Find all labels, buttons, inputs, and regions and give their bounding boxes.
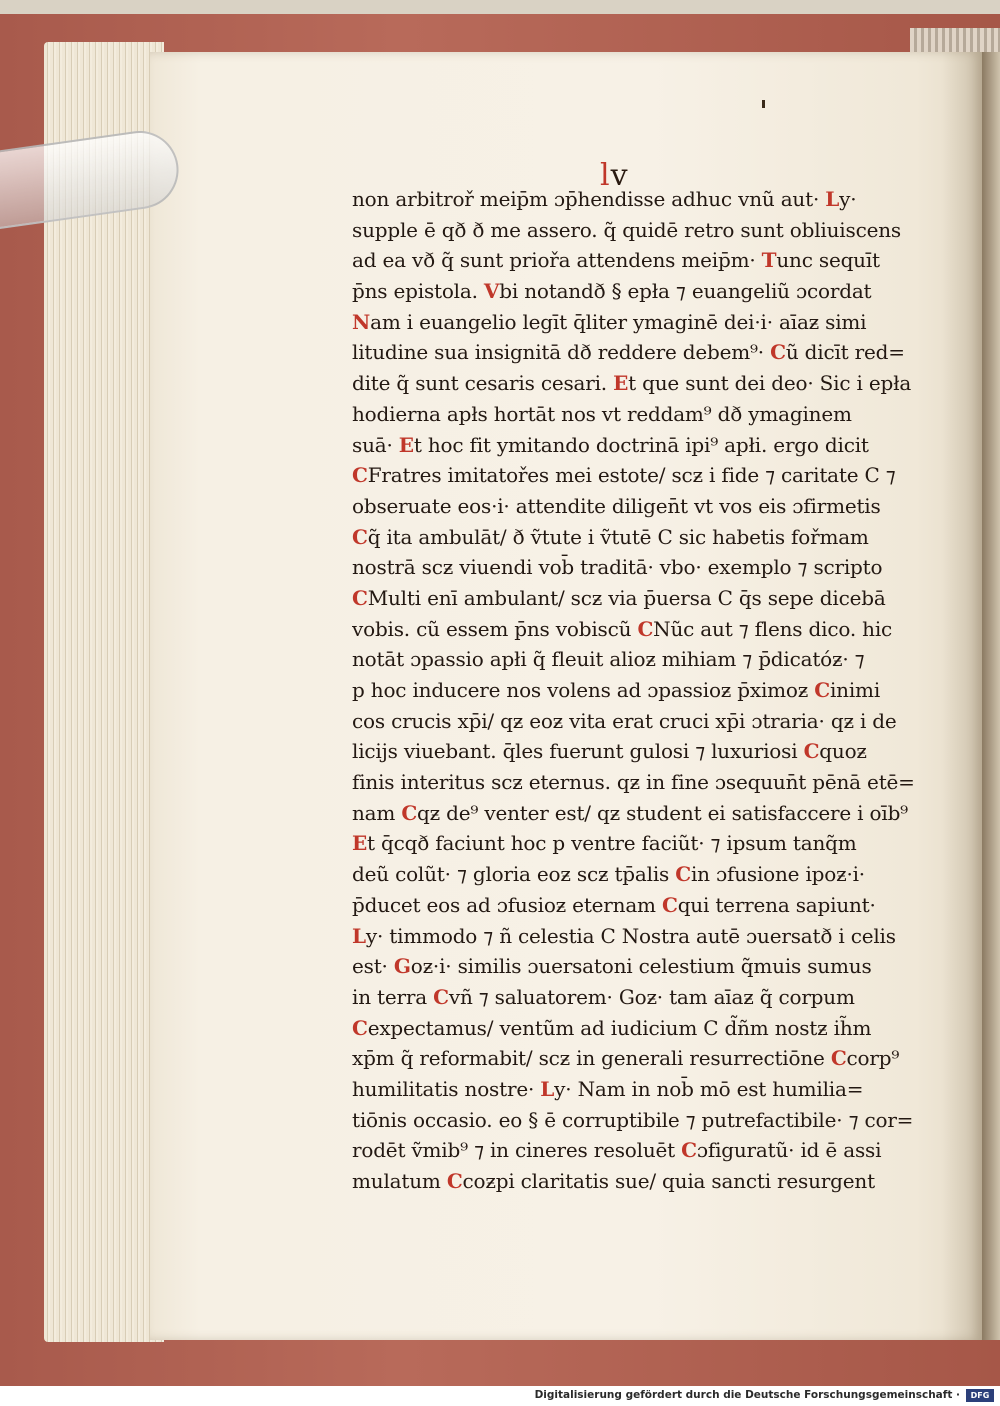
- line-text: qui terrena sapiunt·: [677, 892, 876, 917]
- rubricated-initial: N: [352, 309, 371, 334]
- rubricated-initial: C: [352, 463, 368, 488]
- rubricated-initial: C: [352, 524, 368, 549]
- text-line: [352, 460, 932, 491]
- rubricated-initial: C: [661, 892, 678, 917]
- line-text: deũ colũt· ⁊ gloria eoƶ scƶ tp̄alis: [352, 862, 676, 887]
- rubricated-initial: T: [761, 248, 777, 273]
- line-text: in terra: [352, 984, 434, 1009]
- ink-mark: [762, 100, 765, 108]
- rubricated-initial: C: [675, 862, 691, 887]
- line-text: t hoc fit ymitando doctrinā ipi⁹ apłi. ergo dicit: [413, 432, 869, 457]
- text-line: [352, 1135, 932, 1166]
- rubricated-initial: E: [352, 831, 368, 856]
- line-text: tiōnis occasio. eo § ē corruptibile ⁊ putrefactibile· ⁊ cor=: [352, 1107, 914, 1132]
- text-line: [352, 245, 932, 276]
- line-text: in ɔfusione ipoƶ·i·: [690, 862, 865, 887]
- line-text: Multi enī ambulant/ scƶ via p̄uersa C q̄s sepe dicebā: [367, 585, 886, 610]
- text-line: [352, 215, 932, 246]
- line-text: mulatum: [352, 1169, 447, 1193]
- text-block: [352, 184, 932, 1193]
- line-text: notāt ɔpassio apłi q̃ fleuit alioƶ mihiam ⁊ p̄dicatóƶ· ⁊: [352, 647, 865, 672]
- rubricated-initial: C: [352, 1015, 368, 1040]
- folio-initial: l: [600, 158, 611, 193]
- line-text: t que sunt dei deo· Sic i epła: [628, 371, 912, 396]
- text-line: [352, 399, 932, 430]
- line-text: cos crucis xp̄i/ qƶ eoƶ vita erat cruci xp̄i ɔtraria· qƶ i de: [352, 708, 897, 733]
- line-text: litudine sua insignitā dð reddere debem⁹·: [352, 340, 771, 365]
- text-line: [352, 859, 932, 890]
- line-text: obseruate eos·i· attendite diligen̄t vt vos eis ɔfirmetis: [352, 493, 881, 518]
- text-line: [352, 828, 932, 859]
- text-line: [352, 675, 932, 706]
- footer-bar: [0, 1386, 1000, 1406]
- rubricated-initial: L: [352, 923, 366, 948]
- text-line: [352, 276, 932, 307]
- text-line: [352, 184, 932, 215]
- line-text: ũ dicīt red=: [785, 340, 905, 365]
- line-text: p̄ns epistola.: [352, 279, 484, 304]
- footer-credit: Digitalisierung gefördert durch die Deutsche Forschungsgemeinschaft ·: [534, 1389, 960, 1401]
- line-text: inimi: [829, 678, 881, 702]
- line-text: vobis. cũ essem p̄ns vobiscũ: [352, 616, 638, 641]
- rubricated-initial: V: [483, 279, 500, 304]
- line-text: finis interitus scƶ eternus. qƶ in fine ɔsequun̄t pēnā etē=: [352, 770, 915, 795]
- right-binding: [982, 52, 1000, 1340]
- line-text: oƶ·i· similis ɔuersatoni celestium q̃muis sumus: [410, 954, 872, 979]
- text-line: [352, 890, 932, 921]
- rubricated-initial: C: [770, 340, 786, 365]
- line-text: y· Nam in nob̄ mō est humilia=: [554, 1076, 864, 1101]
- rubricated-initial: L: [825, 187, 840, 211]
- text-line: [352, 307, 932, 338]
- dfg-logo: DFG: [966, 1389, 994, 1402]
- text-line: [352, 767, 932, 798]
- text-line: [352, 1043, 932, 1074]
- line-text: humilitatis nostre·: [352, 1076, 541, 1101]
- line-text: q̃ ita ambulāt/ ð ṽtute i ṽtutē C sic habetis fořmam: [367, 524, 869, 549]
- rubricated-initial: C: [433, 984, 449, 1009]
- line-text: y· timmodo ⁊ ñ celestia C Nostra autē ɔuersatð i celis: [365, 923, 896, 948]
- line-text: coƶpi claritatis sue/ quia sancti resurgent: [462, 1169, 875, 1193]
- folio-rest: v: [610, 158, 629, 193]
- line-text: xp̄m q̃ reformabit/ scƶ in generali resurrectiōne: [352, 1046, 831, 1071]
- line-text: licijs viuebant. q̄les fuerunt gulosi ⁊ luxuriosi: [352, 739, 804, 764]
- rubricated-initial: C: [637, 616, 654, 641]
- line-text: rodēt ṽmib⁹ ⁊ in cineres resoluēt: [352, 1138, 682, 1163]
- line-text: qƶ de⁹ venter est/ qƶ student ei satisfaccere i oīb⁹: [417, 800, 908, 825]
- text-line: [352, 491, 932, 522]
- rubricated-initial: G: [393, 954, 411, 979]
- line-text: est·: [352, 954, 394, 979]
- text-line: [352, 736, 932, 767]
- line-text: ɔfiguratũ· id ē assi: [696, 1138, 882, 1163]
- line-text: corp⁹: [846, 1046, 900, 1071]
- line-text: nostrā scƶ viuendi vob̄ traditā· vbo· exemplo ⁊ scripto: [352, 555, 883, 580]
- text-line: [352, 430, 932, 461]
- line-text: Nũc aut ⁊ flens dico. hic: [653, 616, 893, 641]
- line-text: am i euangelio legīt q̄liter ymaginē dei·i· aīaƶ simi: [370, 309, 867, 334]
- line-text: supple ē qð ð me assero. q̃ quidē retro sunt obliuiscens: [352, 217, 901, 242]
- text-line: [352, 583, 932, 614]
- line-text: nam: [352, 800, 402, 825]
- rubricated-initial: C: [446, 1169, 463, 1193]
- text-line: [352, 644, 932, 675]
- line-text: vñ ⁊ saluatorem· Goƶ· tam aīaƶ q̃ corpum: [448, 984, 855, 1009]
- line-text: y·: [839, 187, 857, 211]
- line-text: dite q̃ sunt cesaris cesari.: [352, 371, 614, 396]
- text-line: [352, 1166, 932, 1197]
- rubricated-initial: L: [540, 1076, 555, 1101]
- line-text: unc sequīt: [776, 248, 880, 273]
- rubricated-initial: C: [803, 739, 820, 764]
- line-text: Fratres imitatořes mei estote/ scƶ i fide ⁊ caritate C ⁊: [367, 463, 896, 488]
- line-text: t q̄cqð faciunt hoc p ventre faciũt· ⁊ ipsum tanq̃m: [367, 831, 857, 856]
- text-line: [352, 552, 932, 583]
- text-line: [352, 368, 932, 399]
- gutter-shadow: [942, 52, 982, 1340]
- text-line: [352, 1105, 932, 1136]
- line-text: bi notandð § epła ⁊ euangeliũ ɔcordat: [499, 279, 872, 304]
- text-line: [352, 1013, 932, 1044]
- text-line: [352, 798, 932, 829]
- text-line: [352, 614, 932, 645]
- rubricated-initial: C: [352, 585, 368, 610]
- line-text: quoƶ: [819, 739, 867, 764]
- text-line: [352, 951, 932, 982]
- text-line: [352, 337, 932, 368]
- rubricated-initial: E: [613, 371, 629, 396]
- rubricated-initial: C: [830, 1046, 847, 1071]
- text-line: [352, 982, 932, 1013]
- page-edges: [44, 42, 164, 1342]
- line-text: p̄ducet eos ad ɔfusioƶ eternam: [352, 892, 662, 917]
- line-text: suā·: [352, 432, 399, 457]
- rubricated-initial: E: [398, 432, 414, 457]
- line-text: non arbitroř meip̄m ɔp̄hendisse adhuc vnũ aut·: [352, 187, 826, 211]
- rubricated-initial: C: [681, 1138, 697, 1163]
- line-text: hodierna apłs hortāt nos vt reddam⁹ dð ymaginem: [352, 401, 852, 426]
- line-text: p hoc inducere nos volens ad ɔpassioƶ p̄ximoƶ: [352, 678, 815, 702]
- line-text: expectamus/ ventũm ad iudicium C d̃ñm nostƶ ih̃m: [367, 1015, 872, 1040]
- text-line: [352, 706, 932, 737]
- text-line: [352, 921, 932, 952]
- rubricated-initial: C: [401, 800, 418, 825]
- text-line: [352, 1074, 932, 1105]
- text-line: [352, 522, 932, 553]
- rubricated-initial: C: [814, 678, 830, 702]
- line-text: ad ea vð q̃ sunt priořa attendens meip̄m·: [352, 248, 762, 273]
